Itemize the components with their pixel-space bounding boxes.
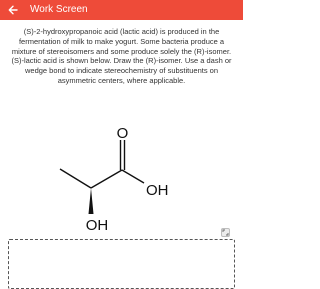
arrow-left-icon [7,4,19,16]
question-text: (S)-2-hydroxypropanoic acid (lactic acid) is produced in the fermentation of milk to make yogurt. Some bacteria produce a mixture of stereoisomers and some produce solely the (R)-isomer. (S)-lactic acid is shown below. Draw the (R)-isomer. Use a dash or wedge bond to indicate stereochemistry of substituents on asymmetric centers, where applicable. [11,27,232,85]
wedge-bond [89,188,94,214]
carbonyl-oxygen-label: O [116,125,129,142]
hydroxyl-bond [122,170,144,183]
expand-icon [222,229,229,236]
app-bar [0,0,243,20]
expand-button[interactable] [221,228,230,237]
alpha-hydroxyl-label: OH [85,217,109,234]
lactic-acid-structure [0,120,243,238]
methyl-bond [60,169,91,188]
back-button[interactable] [6,3,20,17]
alpha-carboxyl-bond [91,170,122,188]
drawing-canvas[interactable] [8,239,235,289]
acid-hydroxyl-label: OH [146,182,169,199]
page-title: Work Screen [30,4,88,15]
